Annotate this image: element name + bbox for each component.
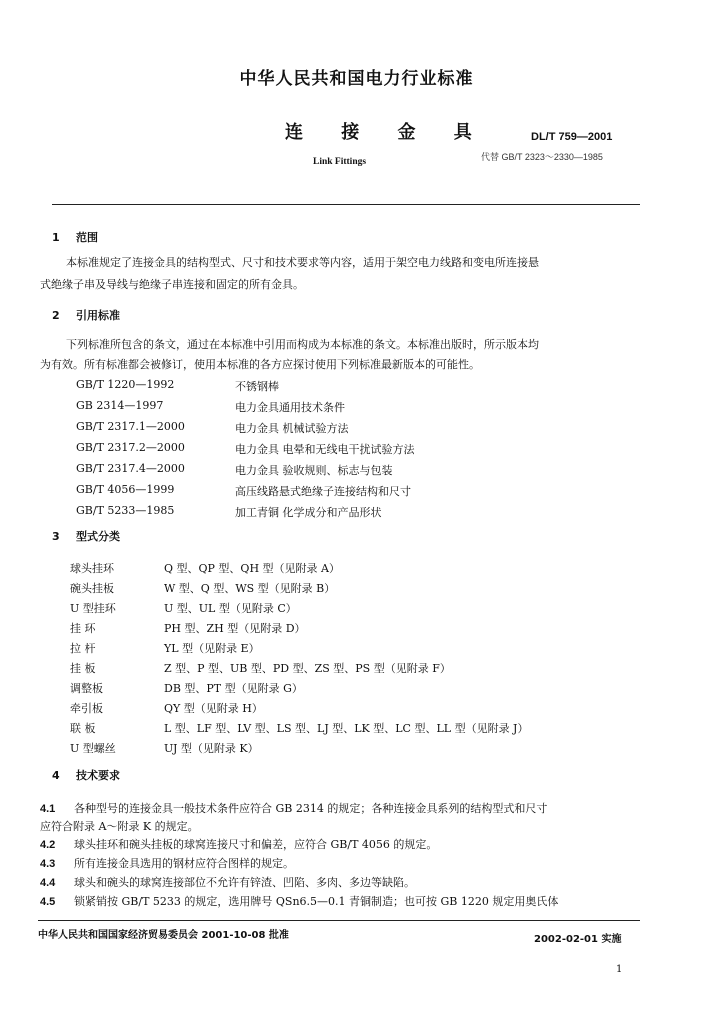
- section-number: 3: [52, 530, 60, 543]
- section-2-heading: [52, 307, 120, 323]
- section-title: 引用标准: [76, 309, 120, 322]
- clause-text: 球头挂环和碗头挂板的球窝连接尺寸和偏差，应符合 GB/T 4056 的规定。: [74, 838, 438, 851]
- section-1-heading: [52, 229, 98, 245]
- section-4-heading: [52, 767, 120, 783]
- clause-number: 4.5: [40, 896, 56, 908]
- fitting-type-name: 联 板: [70, 722, 96, 735]
- issuing-authority-heading: 中华人民共和国电力行业标准: [239, 69, 474, 89]
- section-number: 1: [52, 231, 60, 244]
- clause-number: 4.2: [40, 839, 56, 851]
- fitting-type-name: U 型挂环: [70, 602, 116, 615]
- reference-name: 电力金具 电晕和无线电干扰试验方法: [235, 443, 415, 456]
- reference-name: 电力金具 机械试验方法: [235, 422, 349, 435]
- section-number: 2: [52, 309, 60, 322]
- fitting-type-models: DB 型、PT 型（见附录 G）: [164, 682, 303, 695]
- replaces-standard: 代替 GB/T 2323～2330—1985: [481, 152, 603, 162]
- section-title: 型式分类: [76, 530, 120, 543]
- reference-name: 电力金具通用技术条件: [235, 401, 345, 414]
- section-3-heading: [52, 528, 120, 544]
- clause-4-1: [40, 800, 547, 816]
- fitting-type-name: 拉 杆: [70, 642, 96, 655]
- clause-text: 所有连接金具选用的钢材应符合图样的规定。: [74, 857, 294, 870]
- references-intro-line-2: 为有效。所有标准都会被修订，使用本标准的各方应探讨使用下列标准最新版本的可能性。: [40, 358, 480, 371]
- section-title: 范围: [76, 231, 98, 244]
- reference-name: 高压线路悬式绝缘子连接结构和尺寸: [235, 485, 411, 498]
- fitting-type-models: PH 型、ZH 型（见附录 D）: [164, 622, 306, 635]
- clause-text: 球头和碗头的球窝连接部位不允许有锌渣、凹陷、多肉、多边等缺陷。: [74, 876, 415, 889]
- clause-4-3: [40, 855, 294, 871]
- clause-text: 锁紧销按 GB/T 5233 的规定，选用牌号 QSn6.5—0.1 青铜制造；也可按 GB 1220 规定用奥氏体: [74, 895, 559, 908]
- fitting-type-name: 调整板: [70, 682, 103, 695]
- english-title: Link Fittings: [313, 157, 367, 167]
- fitting-type-models: Z 型、P 型、UB 型、PD 型、ZS 型、PS 型（见附录 F）: [164, 662, 451, 675]
- section-number: 4: [52, 769, 60, 782]
- standard-number: DL/T 759—2001: [531, 131, 613, 143]
- fitting-type-models: W 型、Q 型、WS 型（见附录 B）: [164, 582, 336, 595]
- header-divider: [52, 204, 640, 205]
- fitting-type-name: 碗头挂板: [70, 582, 114, 595]
- clause-number: 4.3: [40, 858, 56, 870]
- scope-line-2: 式绝缘子串及导线与绝缘子串连接和固定的所有金具。: [40, 278, 304, 291]
- fitting-type-name: 牵引板: [70, 702, 103, 715]
- fitting-type-name: 挂 板: [70, 662, 96, 675]
- clause-number: 4.4: [40, 877, 56, 889]
- clause-4-2: [40, 836, 437, 852]
- clause-4-1-continuation: 应符合附录 A～附录 K 的规定。: [40, 820, 199, 833]
- reference-name: 不锈钢棒: [235, 380, 279, 393]
- fitting-type-models: Q 型、QP 型、QH 型（见附录 A）: [164, 562, 340, 575]
- fitting-type-models: YL 型（见附录 E）: [164, 642, 260, 655]
- approval-statement: 中华人民共和国国家经济贸易委员会 2001-10-08 批准: [38, 930, 289, 941]
- reference-code: GB/T 5233—1985: [76, 504, 175, 517]
- reference-code: GB/T 1220—1992: [76, 378, 175, 391]
- reference-code: GB/T 2317.2—2000: [76, 441, 185, 454]
- clause-text: 各种型号的连接金具一般技术条件应符合 GB 2314 的规定；各种连接金具系列的结构型式和尺寸: [74, 802, 548, 815]
- page-number: 1: [616, 964, 623, 975]
- reference-code: GB/T 2317.1—2000: [76, 420, 185, 433]
- clause-4-5: [40, 893, 558, 909]
- section-title: 技术要求: [76, 769, 120, 782]
- clause-number: 4.1: [40, 803, 56, 815]
- footer-divider: [38, 920, 640, 921]
- reference-code: GB/T 2317.4—2000: [76, 462, 185, 475]
- fitting-type-name: U 型螺丝: [70, 742, 116, 755]
- fitting-type-name: 挂 环: [70, 622, 96, 635]
- reference-name: 电力金具 验收规则、标志与包装: [235, 464, 393, 477]
- implementation-date: 2002-02-01 实施: [534, 934, 622, 945]
- clause-4-4: [40, 874, 415, 890]
- reference-code: GB/T 4056—1999: [76, 483, 175, 496]
- references-intro-line-1: 下列标准所包含的条文，通过在本标准中引用而构成为本标准的条文。本标准出版时，所示版本均: [66, 338, 539, 351]
- fitting-type-models: L 型、LF 型、LV 型、LS 型、LJ 型、LK 型、LC 型、LL 型（见附录 J）: [164, 722, 529, 735]
- reference-code: GB 2314—1997: [76, 399, 164, 412]
- fitting-type-models: UJ 型（见附录 K）: [164, 742, 259, 755]
- document-title: 连 接 金 具: [285, 122, 488, 143]
- fitting-type-models: QY 型（见附录 H）: [164, 702, 263, 715]
- fitting-type-name: 球头挂环: [70, 562, 114, 575]
- scope-line-1: 本标准规定了连接金具的结构型式、尺寸和技术要求等内容，适用于架空电力线路和变电所连接悬: [66, 256, 539, 269]
- reference-name: 加工青铜 化学成分和产品形状: [235, 506, 382, 519]
- fitting-type-models: U 型、UL 型（见附录 C）: [164, 602, 297, 615]
